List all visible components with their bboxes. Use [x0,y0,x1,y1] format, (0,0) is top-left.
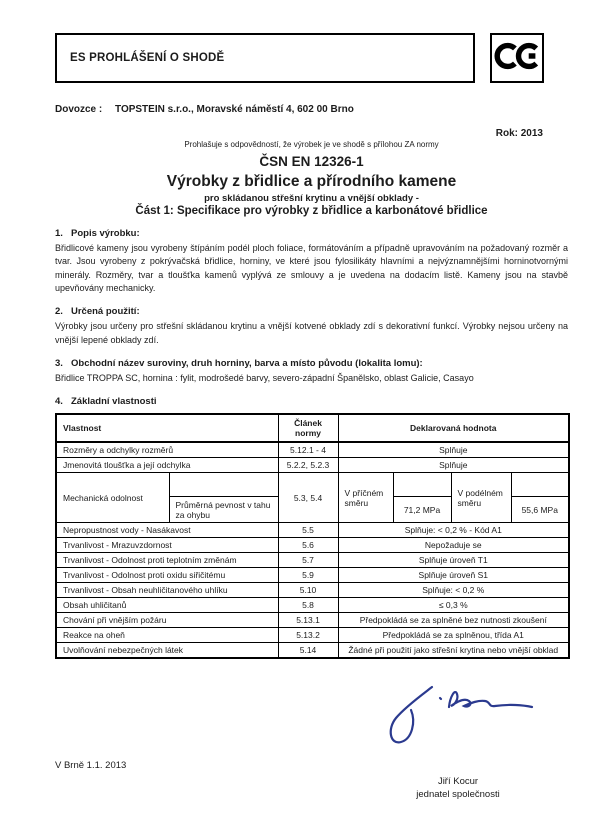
mechanical-longitudinal-label: V podélném směru [451,473,511,523]
importer-value: TOPSTEIN s.r.o., Moravské náměstí 4, 602 00 Brno [115,104,354,115]
table-row [56,583,569,598]
table-row [56,538,569,553]
standard-block [55,154,568,217]
signatory-block [383,775,533,802]
table-row [56,568,569,583]
table-row [56,553,569,568]
mechanical-sub-property: Průměrná pevnost v tahu za ohybu [169,497,278,523]
row-article: 5.10 [278,583,338,598]
section-2-number: 2. [55,306,63,318]
standard-code: ČSN EN 12326-1 [259,154,364,169]
row-value: Nepožaduje se [338,538,569,553]
section-2-heading [55,306,568,317]
row-value: Splňuje [338,442,569,458]
signatory-name: Jiří Kocur [437,776,479,788]
col-header-declared: Deklarovaná hodnota [338,414,569,442]
table-row [56,442,569,458]
row-property: Trvanlivost - Mrazuvzdornost [56,538,278,553]
row-article: 5.9 [278,568,338,583]
row-property: Chování při vnějším požáru [56,613,278,628]
mechanical-property: Mechanická odolnost [56,473,169,523]
section-3-number: 3. [55,357,63,369]
section-1-number: 1. [55,228,63,239]
row-value: Splňuje úroveň T1 [338,553,569,568]
year-line: Rok: 2013 [495,128,543,139]
row-property: Jmenovitá tloušťka a její odchylka [56,458,278,473]
table-row [56,523,569,538]
row-article: 5.14 [278,643,338,659]
signatory-role: jednatel společnosti [416,789,500,801]
row-value: ≤ 0,3 % [338,598,569,613]
section-2-heading-text: Určená použití: [71,306,140,318]
row-article: 5.13.2 [278,628,338,643]
row-article: 5.8 [278,598,338,613]
standard-subtitle: pro skládanou střešní krytinu a vnější obklady - [204,193,419,204]
row-article: 5.2.2, 5.2.3 [278,458,338,473]
table-header-row [56,414,569,442]
section-3-heading-text: Obchodní název suroviny, druh horniny, barva a místo původu (lokalita lomu): [71,357,423,369]
declaration-title: ES PROHLÁŠENÍ O SHODĚ [70,52,225,64]
standard-title: Výrobky z břidlice a přírodního kamene [166,173,457,190]
row-article: 5.5 [278,523,338,538]
signature-icon [385,675,540,755]
mechanical-article: 5.3, 5.4 [278,473,338,523]
row-property: Trvanlivost - Obsah neuhličitanového uhlíku [56,583,278,598]
section-4-number: 4. [55,396,63,408]
section-4-heading-text: Základní vlastnosti [71,396,157,408]
row-property: Trvanlivost - Odolnost proti teplotním změnám [56,553,278,568]
table-row [56,628,569,643]
importer-label: Dovozce : [55,104,103,115]
ce-mark-icon [494,40,540,77]
importer-line [55,104,568,115]
row-property: Rozměry a odchylky rozměrů [56,442,278,458]
row-value: Splňuje [338,458,569,473]
table-row-mechanical-top [56,473,569,497]
section-3-text: Břidlice TROPPA SC, hornina : fylit, modrošedé barvy, severo-západní Španělsko, oblast Galicie, Casayo [55,372,474,383]
section-1-heading-text: Popis výrobku: [71,228,140,239]
mechanical-longitudinal-empty [511,473,569,497]
row-property: Reakce na oheň [56,628,278,643]
declaration-sentence: Prohlašuje s odpovědností, že výrobek je ve shodě s přílohou ZA normy [184,140,439,149]
properties-table [55,413,570,659]
mechanical-sub-empty [169,473,278,497]
table-row [56,643,569,659]
col-header-property: Vlastnost [56,414,278,442]
section-3-heading [55,358,568,369]
table-row [56,458,569,473]
col-header-article: Článek normy [278,414,338,442]
mechanical-transverse-empty [393,473,451,497]
section-4-heading [55,396,568,407]
place-date: V Brně 1.1. 2013 [55,760,127,772]
row-value: Splňuje úroveň S1 [338,568,569,583]
row-property: Uvolňování nebezpečných látek [56,643,278,659]
standard-part: Část 1: Specifikace pro výrobky z břidlice a karbonátové břidlice [135,205,488,217]
footer [55,675,568,823]
row-article: 5.12.1 - 4 [278,442,338,458]
row-value: Splňuje: < 0,2 % [338,583,569,598]
row-property: Trvanlivost - Odolnost proti oxidu siřičitému [56,568,278,583]
section-1-text: Břidlicové kameny jsou vyrobeny štípáním podél ploch foliace, formátováním a případně upravováním na požadovaný rozměr a tvar. Jsou vyrobeny z pokrývačská břidlice, horniny, ve které jsou fylosilikáty hlavními a nejvýznamnějšími horninotvornými minerály. Rozměry, tvar a tloušťka kamenů vyplývá ze smlouvy a je uvedena na dodacím listě. Kameny jsou na stavbě upevňovány mechanicky. [55,243,568,293]
row-property: Obsah uhličitanů [56,598,278,613]
row-article: 5.7 [278,553,338,568]
row-value: Žádné při použití jako střešní krytina nebo vnější obklad [338,643,569,659]
declaration-title-box [55,33,475,83]
header-band [55,33,568,83]
table-row [56,598,569,613]
row-article: 5.13.1 [278,613,338,628]
table-row [56,613,569,628]
section-1-heading [55,228,568,239]
mechanical-longitudinal-value: 55,6 MPa [511,497,569,523]
section-2-text: Výrobky jsou určeny pro střešní skládanou krytinu a vnější kotvené obklady zdí s dekorativní funkcí. Výrobky nejsou určeny na vnější lepené obklady zdí. [55,321,568,345]
row-value: Předpokládá se za splněné bez nutnosti zkoušení [338,613,569,628]
mechanical-transverse-value: 71,2 MPa [393,497,451,523]
row-value: Předpokládá se za splněnou, třída A1 [338,628,569,643]
mechanical-transverse-label: V příčném směru [338,473,393,523]
row-value: Splňuje: < 0,2 % - Kód A1 [338,523,569,538]
row-property: Nepropustnost vody - Nasákavost [56,523,278,538]
row-article: 5.6 [278,538,338,553]
ce-mark-box [490,33,544,83]
